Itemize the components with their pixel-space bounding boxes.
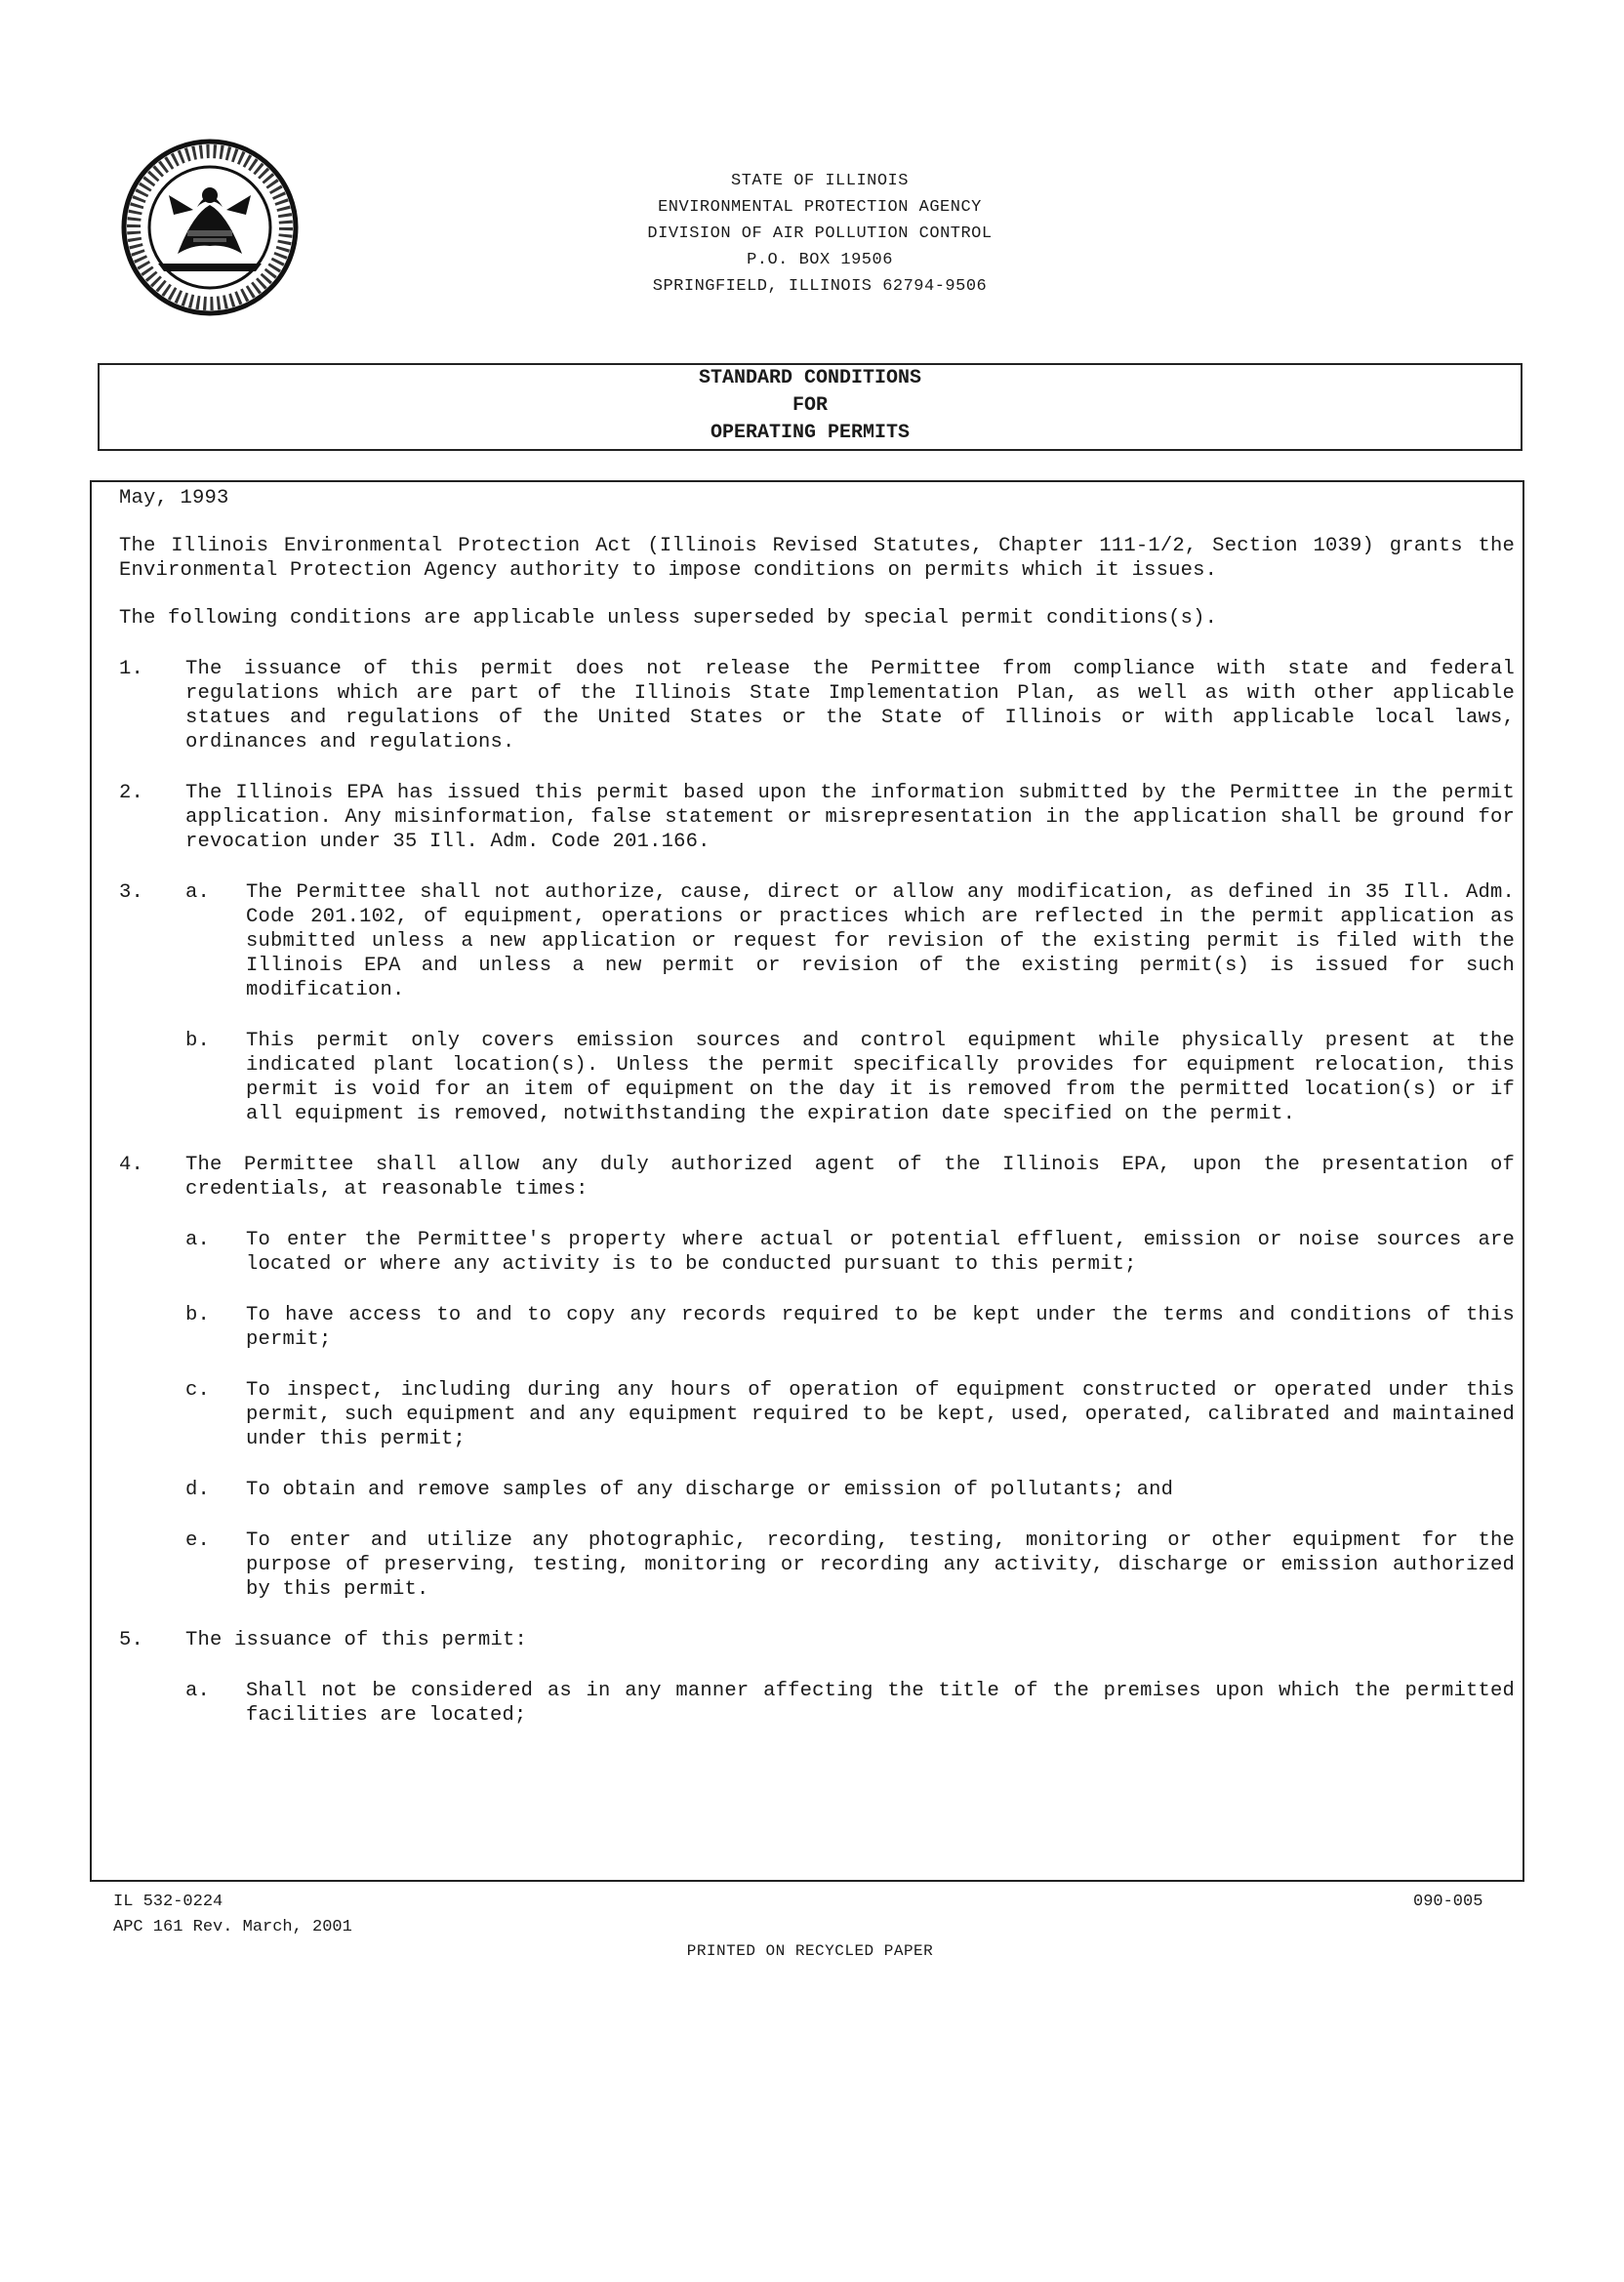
sub-text: To inspect, including during any hours of operation of equipment constructed or operated under this permit, such equipment and any equipment required to be kept, used, operated, calibrated and maintained under this permit; [246, 1379, 1515, 1450]
sub-letter: d. [185, 1479, 211, 1501]
sub-condition [185, 1679, 1515, 1728]
condition-text: The issuance of this permit does not release the Permittee from compliance with state and federal regulations which are part of the Illinois State Implementation Plan, as well as with other applicable statues and regulations of the United States or the State of Illinois or with applicable local laws, ordinances and regulations. [185, 658, 1515, 754]
letterhead [508, 168, 1132, 300]
sub-text: This permit only covers emission sources and control equipment while physically present at the indicated plant location(s). Unless the permit specifically provides for equipment relocation, this permit is void for an item of equipment on the day it is removed from the permitted location(s) or if all equipment is removed, notwithstanding the expiration date specified on the permit. [246, 1030, 1515, 1125]
sub-condition [185, 1378, 1515, 1451]
letterhead-agency: ENVIRONMENTAL PROTECTION AGENCY [658, 198, 982, 217]
letterhead-state: STATE OF ILLINOIS [731, 172, 909, 190]
condition-number: 2. [119, 782, 144, 804]
sub-letter: c. [185, 1379, 211, 1402]
title-box [98, 363, 1522, 451]
sub-condition [185, 1228, 1515, 1277]
sub-condition [185, 1528, 1515, 1602]
condition-text: The Illinois EPA has issued this permit based upon the information submitted by the Permittee in the permit application. Any misinformation, false statement or misrepresentation in the application shall be ground for revocation under 35 Ill. Adm. Code 201.166. [185, 782, 1515, 853]
sub-letter: b. [185, 1304, 211, 1326]
effective-date: May, 1993 [119, 487, 229, 509]
sub-condition [185, 1303, 1515, 1352]
condition-item [119, 1153, 1515, 1602]
applicability-paragraph: The following conditions are applicable unless superseded by special permit conditions(s). [119, 607, 1218, 630]
letterhead-division: DIVISION OF AIR POLLUTION CONTROL [647, 224, 993, 243]
condition-item [119, 657, 1515, 754]
sub-letter: a. [185, 881, 211, 904]
sub-condition [185, 880, 1515, 1002]
condition-number: 5. [119, 1629, 144, 1651]
title-line-2: FOR [792, 394, 828, 417]
footer-form-info [113, 1890, 352, 1940]
state-seal-icon [119, 137, 301, 318]
sub-text: To enter the Permittee's property where actual or potential effluent, emission or noise sources are located or where any activity is to be conducted pursuant to this permit; [246, 1229, 1515, 1276]
page-code: 090-005 [1413, 1893, 1483, 1911]
sub-text: To have access to and to copy any records required to be kept under the terms and conditions of this permit; [246, 1304, 1515, 1351]
letterhead-po-box: P.O. BOX 19506 [747, 251, 893, 269]
conditions-body [119, 480, 1515, 1728]
sub-letter: a. [185, 1680, 211, 1702]
intro-paragraph: The Illinois Environmental Protection Act (Illinois Revised Statutes, Chapter 111-1/2, Section 1039) grants the Environmental Protection Agency authority to impose conditions on permits which it issues. [119, 535, 1515, 582]
condition-item [119, 880, 1515, 1126]
condition-item [119, 781, 1515, 854]
recycled-paper-note: PRINTED ON RECYCLED PAPER [686, 1942, 934, 1960]
condition-number: 4. [119, 1154, 144, 1176]
sub-letter: b. [185, 1030, 211, 1052]
form-revision: APC 161 Rev. March, 2001 [113, 1918, 352, 1936]
condition-number: 1. [119, 658, 144, 680]
sub-condition [185, 1029, 1515, 1126]
title-line-1: STANDARD CONDITIONS [698, 367, 922, 389]
title-line-3: OPERATING PERMITS [710, 422, 911, 444]
condition-text: The Permittee shall allow any duly authorized agent of the Illinois EPA, upon the presentation of credentials, at reasonable times: [185, 1154, 1515, 1201]
sub-text: Shall not be considered as in any manner affecting the title of the premises upon which the permitted facilities are located; [246, 1680, 1515, 1727]
sub-text: The Permittee shall not authorize, cause, direct or allow any modification, as defined in 35 Ill. Adm. Code 201.102, of equipment, operations or practices which are reflected in the permit application as submitted unless a new application or request for revision of the existing permit is filed with the Illinois EPA and unless a new permit or revision of the existing permit(s) is issued for such modification. [246, 881, 1515, 1001]
sub-letter: a. [185, 1229, 211, 1251]
sub-text: To obtain and remove samples of any discharge or emission of pollutants; and [246, 1479, 1174, 1501]
condition-item [119, 1628, 1515, 1728]
sub-letter: e. [185, 1529, 211, 1552]
condition-text: The issuance of this permit: [185, 1629, 528, 1651]
sub-text: To enter and utilize any photographic, recording, testing, monitoring or other equipment for the purpose of preserving, testing, monitoring or recording any activity, discharge or emission authorized by this permit. [246, 1529, 1515, 1601]
letterhead-city: SPRINGFIELD, ILLINOIS 62794-9506 [652, 277, 988, 296]
sub-condition [185, 1478, 1515, 1502]
condition-number: 3. [119, 881, 144, 904]
form-number: IL 532-0224 [113, 1893, 223, 1911]
